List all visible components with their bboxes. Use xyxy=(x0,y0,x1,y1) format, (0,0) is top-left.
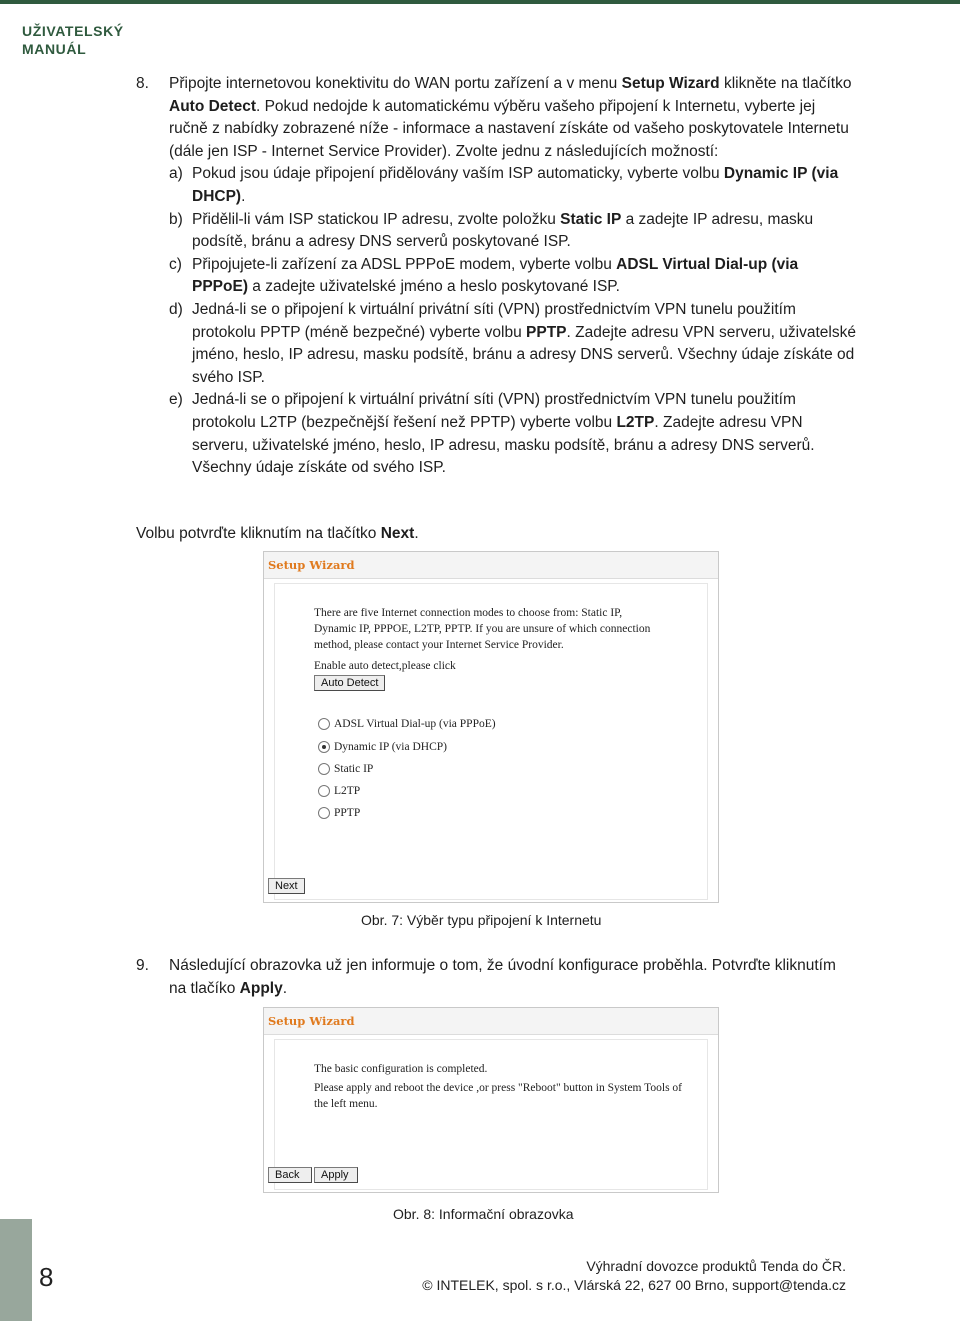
bold-term: L2TP xyxy=(616,413,655,431)
option-letter: c) xyxy=(169,255,182,273)
bold-term: Auto Detect xyxy=(169,97,256,115)
step-9-item xyxy=(136,955,856,1000)
page-side-tab xyxy=(0,1219,32,1321)
bold-term: PPTP xyxy=(526,323,567,341)
confirm-next-text xyxy=(136,525,419,543)
option-b xyxy=(169,209,856,254)
step-8-item xyxy=(136,73,856,480)
radio-label: Static IP xyxy=(334,763,374,775)
wizard-title: Setup Wizard xyxy=(264,1008,718,1035)
option-c xyxy=(169,254,856,299)
text: Přidělil-li vám ISP statickou IP adresu, zvolte položku xyxy=(192,210,561,228)
step-8-text xyxy=(169,73,856,163)
page-number: 8 xyxy=(39,1262,54,1292)
completed-text: The basic configuration is completed. xyxy=(314,1063,488,1075)
text: Následující obrazovka už jen informuje o tom, že úvodní konfigurace proběhla. Potvrďte kliknutím na tlačíko xyxy=(169,957,836,997)
text: Jedná-li se o připojení k virtuální privátní síti (VPN) prostřednictvím VPN tunelu použitím protokolu PPTP (méně bezpečné) vyberte volbu xyxy=(192,300,796,341)
step-number: 9. xyxy=(136,957,149,974)
option-letter: a) xyxy=(169,165,183,183)
back-button[interactable]: Back xyxy=(268,1167,312,1183)
step-number: 8. xyxy=(136,75,149,92)
header-line1: UŽIVATELSKÝ xyxy=(22,23,124,39)
text: . Pokud nedojde k automatickému výběru vašeho připojení k Internetu, vyberte jej ručně z nabídky zobrazené níže - informace a nastavení získáte od vašeho poskytovatele Internetu (dále jen ISP - Internet Service Provider). Zvolte jednu z následujících možností: xyxy=(169,97,849,160)
setup-wizard-screenshot xyxy=(263,551,719,903)
wizard-intro: There are five Internet connection modes to choose from: Static IP, Dynamic IP, PPPOE, L2TP, PPTP. If you are unsure of which connection method, please contact your Internet Service Provider. xyxy=(314,607,651,651)
option-a xyxy=(169,163,856,208)
footer xyxy=(422,1257,846,1295)
figure-caption-7: Obr. 7: Výběr typu připojení k Internetu xyxy=(361,912,602,928)
text: Jedná-li se o připojení k virtuální privátní síti (VPN) prostřednictvím VPN tunelu použitím protokolu L2TP (bezpečnější řešení než PPTP) vyberte volbu xyxy=(192,391,796,431)
text: Volbu potvrďte kliknutím na tlačítko xyxy=(136,525,381,542)
footer-line1: Výhradní dovozce produktů Tenda do ČR. xyxy=(586,1258,846,1274)
radio-label: L2TP xyxy=(334,785,361,797)
text: . Zadejte adresu VPN serveru, uživatelské jméno, heslo, IP adresu, masku podsítě, bránu a adresy DNS serverů. Všechny údaje získáte od svého ISP. xyxy=(192,413,815,477)
radio-label: Dynamic IP (via DHCP) xyxy=(334,741,447,753)
option-letter: e) xyxy=(169,391,183,409)
radio-icon[interactable] xyxy=(318,807,330,819)
text: . xyxy=(414,525,419,542)
radio-icon[interactable] xyxy=(318,785,330,797)
option-letter: b) xyxy=(169,210,183,228)
wizard-body xyxy=(264,1035,718,1193)
text: a zadejte IP adresu, masku podsítě, bránu a adresy DNS serverů poskytované ISP. xyxy=(192,210,814,251)
radio-selected-icon[interactable] xyxy=(318,741,330,753)
manual-header xyxy=(22,22,182,58)
bold-term: ADSL Virtual Dial-up (via PPPoE) xyxy=(192,255,799,296)
top-rule xyxy=(0,0,960,4)
step-9 xyxy=(136,955,856,1000)
footer-line2: © INTELEK, spol. s r.o., Vlárská 22, 627 00 Brno, support@tenda.cz xyxy=(422,1277,846,1293)
text: . xyxy=(282,979,288,997)
option-d xyxy=(169,299,856,389)
bold-term: Apply xyxy=(239,979,283,997)
bold-term: Setup Wizard xyxy=(621,75,720,92)
option-e xyxy=(169,389,856,479)
figure-caption-8: Obr. 8: Informační obrazovka xyxy=(393,1206,574,1222)
auto-detect-hint: Enable auto detect,please click xyxy=(314,660,456,672)
text: . xyxy=(241,187,246,205)
option-letter: d) xyxy=(169,300,183,318)
wizard-title: Setup Wizard xyxy=(264,552,718,579)
radio-icon[interactable] xyxy=(318,763,330,775)
text: . Zadejte adresu VPN serveru, uživatelské jméno, heslo, IP adresu, masku podsítě, bránu a adresy DNS serverů. Všechny údaje získáte od svého ISP. xyxy=(192,323,856,386)
radio-label: ADSL Virtual Dial-up (via PPPoE) xyxy=(334,718,496,730)
radio-label: PPTP xyxy=(334,807,361,819)
setup-wizard-complete-screenshot xyxy=(263,1007,719,1193)
text: Připojujete-li zařízení za ADSL PPPoE modem, vyberte volbu xyxy=(192,255,617,273)
bold-term: Next xyxy=(380,525,415,542)
radio-icon[interactable] xyxy=(318,718,330,730)
text: klikněte na tlačítko xyxy=(719,75,852,92)
bold-term: Dynamic IP (via DHCP) xyxy=(192,165,839,205)
text: Pokud jsou údaje připojení přidělovány vaším ISP automaticky, vyberte volbu xyxy=(192,165,724,183)
text: Připojte internetovou konektivitu do WAN portu zařízení a v menu xyxy=(169,75,622,92)
next-button[interactable]: Next xyxy=(268,878,305,894)
bold-term: Static IP xyxy=(560,210,622,228)
wizard-body xyxy=(264,579,718,903)
text: a zadejte uživatelské jméno a heslo poskytované ISP. xyxy=(247,278,620,296)
apply-button[interactable]: Apply xyxy=(314,1167,358,1183)
reboot-instructions: Please apply and reboot the device ,or press "Reboot" button in System Tools of the left menu. xyxy=(314,1082,683,1110)
header-line2: MANUÁL xyxy=(22,41,87,57)
auto-detect-button[interactable]: Auto Detect xyxy=(314,675,385,691)
step-9-text xyxy=(169,955,856,1000)
step-8 xyxy=(136,73,856,480)
